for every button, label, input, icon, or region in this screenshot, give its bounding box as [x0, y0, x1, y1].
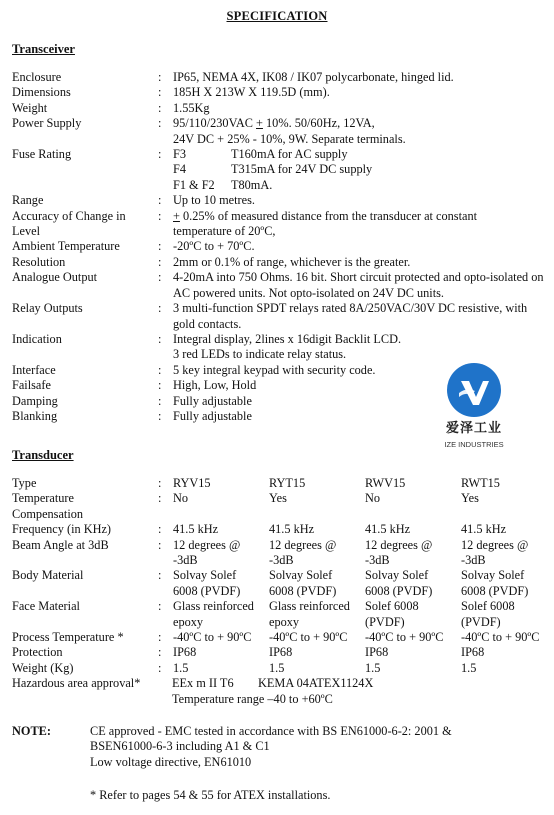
spec-row: Failsafe : High, Low, Hold — [12, 378, 544, 393]
transducer-cell: RWT15 — [461, 476, 500, 490]
spec-value: -20ºC to + 70ºC. — [173, 239, 255, 254]
spec-value: + 0.25% of measured distance from the transducer at constant — [173, 208, 478, 223]
transducer-cell: -40ºC to + 90ºC — [461, 630, 540, 645]
spec-label: Dimensions — [12, 85, 71, 100]
transducer-cell: -3dB — [461, 553, 486, 568]
spec-value: Fully adjustable — [173, 408, 252, 423]
transducer-cell: -3dB — [269, 553, 294, 568]
transducer-cell: Glass reinforced — [173, 599, 254, 614]
note-line: CE approved - EMC tested in accordance with BS EN61000-6-2: 2001 & — [90, 724, 452, 738]
transducer-cell: 12 degrees @ — [365, 537, 433, 552]
transducer-cell: 6008 (PVDF) — [461, 583, 529, 598]
spec-value: Fully adjustable — [173, 393, 252, 408]
spec-label: Process Temperature * — [12, 630, 124, 645]
spec-label: Indication — [12, 331, 62, 346]
note-line: Low voltage directive, EN61010 — [90, 754, 252, 769]
transducer-cell: epoxy — [173, 614, 204, 629]
spec-label: Type — [12, 476, 37, 490]
transducer-cell: IP68 — [173, 645, 197, 660]
transducer-cell: 41.5 kHz — [269, 522, 315, 537]
spec-value: High, Low, Hold — [173, 378, 257, 393]
spec-row: Interface : 5 key integral keypad with security code. — [12, 363, 544, 378]
spec-label: Protection — [12, 645, 63, 660]
transducer-cell: Yes — [269, 491, 287, 506]
spec-row: Power Supply : 95/110/230VAC + 10%. 50/60Hz, 12VA, 24V DC + 25% - 10%, 9W. Separate terminals. — [12, 116, 544, 147]
spec-value: 2mm or 0.1% of range, whichever is the greater. — [173, 254, 411, 269]
note-label: NOTE: — [12, 724, 51, 738]
transceiver-heading: Transceiver — [12, 42, 75, 56]
transducer-cell: Solef 6008 — [365, 599, 419, 614]
spec-label: Temperature — [12, 491, 74, 506]
transducer-cell: 41.5 kHz — [173, 522, 219, 537]
transducer-cell: -40ºC to + 90ºC — [365, 630, 444, 645]
transducer-specs — [12, 476, 544, 707]
spec-row: Resolution : 2mm or 0.1% of range, whichever is the greater. — [12, 255, 544, 270]
spec-label: Interface — [12, 362, 56, 377]
transducer-cell: 1.5 — [173, 660, 189, 675]
ize-industries-logo — [436, 361, 512, 453]
hazardous-kema: KEMA 04ATEX1124X — [258, 676, 374, 691]
spec-value: 5 key integral keypad with security code. — [173, 362, 376, 377]
spec-value: 3 multi-function SPDT relays rated 8A/250VAC/30V DC resistive, with gold contacts. — [173, 301, 528, 331]
transducer-cell: 12 degrees @ — [173, 537, 241, 552]
transducer-cell: 1.5 — [461, 660, 477, 675]
transducer-row: Beam Angle at 3dB : 12 degrees @ -3dB 12 degrees @ -3dB 12 degrees @ -3dB 12 degrees @ -3dB — [12, 538, 544, 569]
spec-value: IP65, NEMA 4X, IK08 / IK07 polycarbonate, hinged lid. — [173, 70, 454, 84]
spec-label: Body Material — [12, 568, 84, 583]
transducer-row: Type : RYV15 RYT15 RWV15 RWT15 — [12, 476, 544, 491]
transducer-row: Body Material : Solvay Solef 6008 (PVDF) Solvay Solef 6008 (PVDF) Solvay Solef 6008 (PVDF) Solvay Solef 6008 (PVDF) — [12, 568, 544, 599]
spec-label: Beam Angle at 3dB — [12, 537, 109, 552]
transducer-row: Face Material : Glass reinforced epoxy Glass reinforced epoxy Solef 6008 (PVDF) Solef 6008 (PVDF) — [12, 599, 544, 630]
spec-value: Integral display, 2lines x 16digit Backlit LCD. — [173, 331, 402, 346]
transducer-cell: Solef 6008 — [461, 599, 515, 614]
transducer-cell: 1.5 — [365, 660, 381, 675]
transducer-cell: Solvay Solef — [365, 568, 429, 583]
atex-reference: * Refer to pages 54 & 55 for ATEX installations. — [90, 788, 331, 802]
spec-row: Ambient Temperature : -20ºC to + 70ºC. — [12, 239, 544, 254]
spec-value: 185H X 213W X 119.5D (mm). — [173, 85, 330, 100]
spec-row: Dimensions : 185H X 213W X 119.5D (mm). — [12, 85, 544, 100]
transducer-cell: 6008 (PVDF) — [269, 583, 337, 598]
logo-chinese-text: 爱泽工业 — [445, 421, 502, 436]
spec-row: Enclosure : IP65, NEMA 4X, IK08 / IK07 polycarbonate, hinged lid. — [12, 70, 544, 85]
transducer-cell: 41.5 kHz — [461, 522, 507, 537]
spec-label: Damping — [12, 393, 58, 408]
transducer-cell: IP68 — [461, 645, 485, 660]
transducer-row: Protection : IP68 IP68 IP68 IP68 — [12, 645, 544, 660]
spec-label: Weight (Kg) — [12, 660, 74, 675]
ize-logo-icon — [445, 361, 503, 419]
transducer-cell: Glass reinforced — [269, 599, 350, 614]
spec-value: Up to 10 metres. — [173, 193, 255, 208]
hazardous-cert: EEx m II T6 — [172, 676, 234, 691]
transducer-row: Frequency (in KHz) : 41.5 kHz 41.5 kHz 41.5 kHz 41.5 kHz — [12, 522, 544, 537]
transducer-row: Process Temperature * : -40ºC to + 90ºC -40ºC to + 90ºC -40ºC to + 90ºC -40ºC to + 90ºC — [12, 630, 540, 645]
spec-label: Frequency (in KHz) — [12, 522, 112, 537]
spec-row: Accuracy of Change in Level : + 0.25% of measured distance from the transducer at constant temperature of 20ºC, — [12, 209, 544, 240]
transducer-cell: (PVDF) — [461, 614, 501, 629]
spec-label: Compensation — [12, 506, 84, 521]
spec-row: Analogue Output : 4-20mA into 750 Ohms. 16 bit. Short circuit protected and opto-isolated on AC powered units. Not opto-isolated on 24V DC units. — [12, 270, 544, 300]
note-block — [12, 724, 530, 770]
transducer-cell: -3dB — [173, 553, 198, 568]
transducer-cell: 6008 (PVDF) — [365, 583, 433, 598]
spec-row: Fuse Rating : F3 T160mA for AC supply F4 T315mA for 24V DC supply F1 & F2 T80mA. — [12, 147, 373, 192]
transducer-cell: 41.5 kHz — [365, 522, 411, 537]
transducer-cell: No — [173, 491, 189, 506]
spec-row: Range : Up to 10 metres. — [12, 193, 544, 208]
spec-value: 3 red LEDs to indicate relay status. — [173, 347, 347, 362]
spec-label: Failsafe — [12, 378, 51, 393]
spec-label: Power Supply — [12, 116, 82, 131]
logo-english-text: IZE INDUSTRIES — [444, 440, 504, 450]
spec-label: Blanking — [12, 408, 58, 423]
transducer-cell: 6008 (PVDF) — [173, 583, 241, 598]
spec-row: Weight : 1.55Kg — [12, 101, 544, 116]
spec-label: Weight — [12, 100, 48, 115]
transducer-cell: -3dB — [365, 553, 390, 568]
spec-label: Accuracy of Change in — [12, 208, 126, 223]
spec-label: Fuse Rating — [12, 147, 72, 162]
hazardous-row — [12, 676, 544, 707]
spec-label: Analogue Output — [12, 270, 98, 285]
spec-value: 4-20mA into 750 Ohms. 16 bit. Short circuit protected and opto-isolated on AC powered units. Not opto-isolated on 24V DC units. — [173, 270, 544, 300]
spec-label: Level — [12, 224, 40, 239]
transducer-row: Weight (Kg) : 1.5 1.5 1.5 1.5 — [12, 661, 544, 676]
spec-row: Indication : Integral display, 2lines x 16digit Backlit LCD. 3 red LEDs to indicate relay status. — [12, 332, 544, 363]
transducer-cell: 12 degrees @ — [269, 537, 337, 552]
spec-row: Relay Outputs : 3 multi-function SPDT relays rated 8A/250VAC/30V DC resistive, with gold contacts. — [12, 301, 544, 332]
transducer-cell: Yes — [461, 491, 479, 506]
transducer-cell: epoxy — [269, 614, 300, 629]
transducer-heading: Transducer — [12, 448, 74, 462]
transducer-cell: -40ºC to + 90ºC — [173, 630, 252, 645]
transducer-cell: RYT15 — [269, 476, 306, 490]
page-title: SPECIFICATION — [226, 9, 328, 23]
spec-label: Range — [12, 193, 44, 208]
spec-value: 24V DC + 25% - 10%, 9W. Separate terminals. — [173, 131, 406, 146]
transducer-cell: Solvay Solef — [269, 568, 333, 583]
transducer-cell: RYV15 — [173, 476, 211, 490]
spec-label: Hazardous area approval* — [12, 676, 141, 691]
transducer-cell: IP68 — [365, 645, 389, 660]
spec-label: Resolution — [12, 254, 66, 269]
spec-value: temperature of 20ºC, — [173, 224, 276, 239]
transducer-cell: No — [365, 491, 381, 506]
transducer-cell: IP68 — [269, 645, 293, 660]
note-line: BSEN61000-6-3 including A1 & C1 — [90, 739, 270, 754]
spec-row: Damping : Fully adjustable — [12, 394, 544, 409]
transducer-cell: RWV15 — [365, 476, 406, 490]
transducer-cell: -40ºC to + 90ºC — [269, 630, 348, 645]
transducer-cell: 12 degrees @ — [461, 537, 529, 552]
spec-row: Blanking : Fully adjustable — [12, 409, 544, 424]
hazardous-temp: Temperature range –40 to +60ºC — [172, 691, 333, 706]
transducer-cell: Solvay Solef — [461, 568, 525, 583]
spec-label: Face Material — [12, 599, 80, 614]
transducer-cell: (PVDF) — [365, 614, 405, 629]
transducer-cell: 1.5 — [269, 660, 285, 675]
transducer-cell: Solvay Solef — [173, 568, 237, 583]
transducer-row: Temperature Compensation : No Yes No Yes — [12, 491, 544, 522]
spec-value: 1.55Kg — [173, 100, 210, 115]
spec-label: Ambient Temperature — [12, 239, 120, 254]
spec-value: 95/110/230VAC + 10%. 50/60Hz, 12VA, — [173, 116, 375, 131]
spec-label: Enclosure — [12, 70, 62, 84]
spec-label: Relay Outputs — [12, 301, 83, 316]
